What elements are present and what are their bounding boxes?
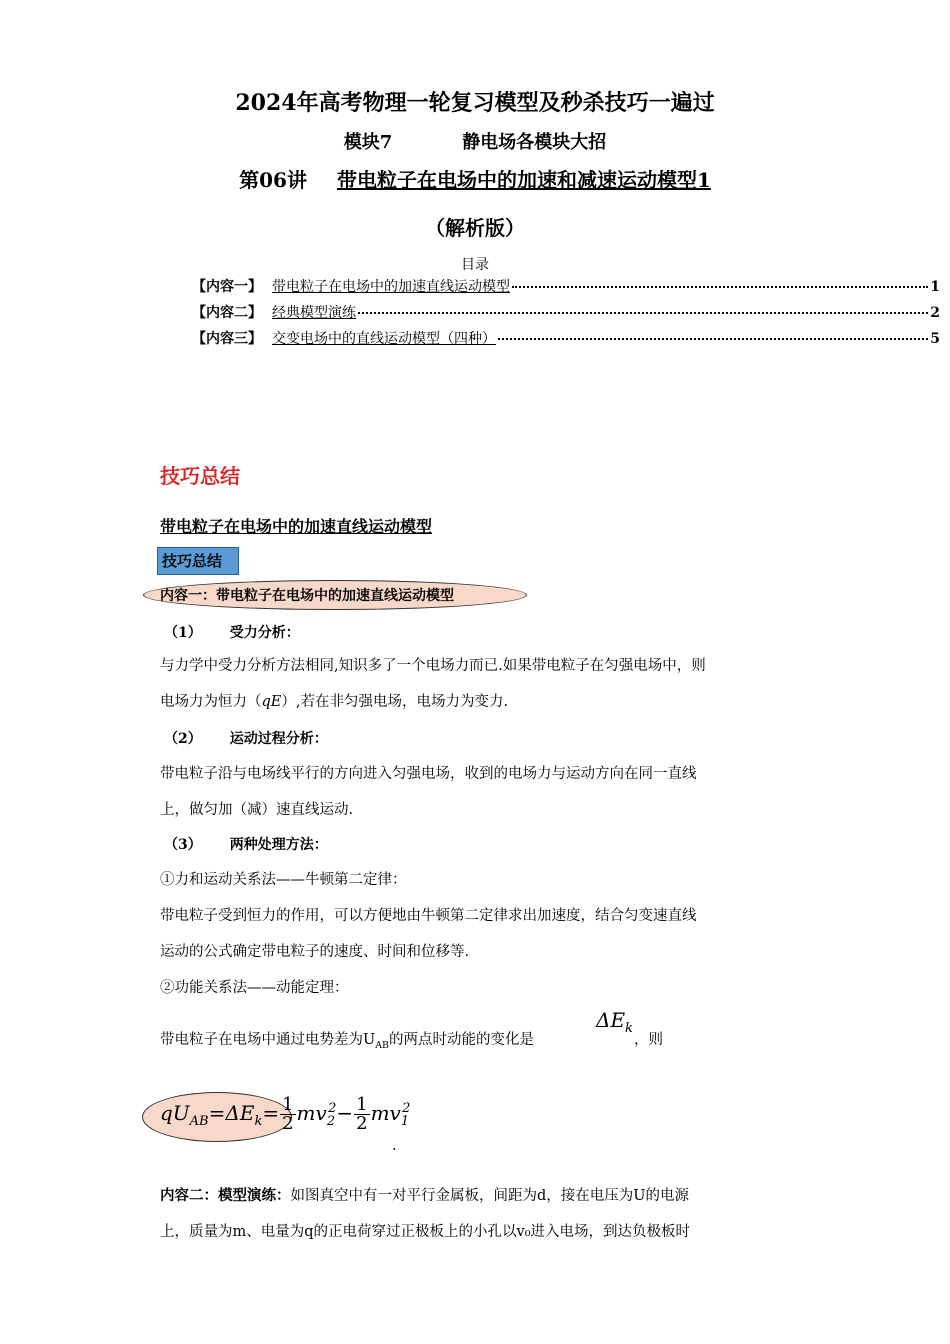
toc-title: 目录 xyxy=(461,257,489,273)
point2-title: 运动过程分析： xyxy=(229,731,328,747)
document-title: 2024年高考物理一轮复习模型及秒杀技巧一遍过 xyxy=(235,90,715,116)
toc-page: 2 xyxy=(930,305,940,321)
content2-label: 内容二：模型演练： xyxy=(160,1187,291,1204)
method1-heading: ①力和运动关系法——牛顿第二定律： xyxy=(160,872,407,888)
method1-line2: 运动的公式确定带电粒子的速度、时间和位移等. xyxy=(160,944,470,960)
lecture-name: 带电粒子在电场中的加速和减速运动模型1 xyxy=(336,168,711,192)
point2-line2: 上，做匀加（减）速直线运动. xyxy=(160,802,354,818)
toc-text[interactable]: 交变电场中的直线运动模型（四种） xyxy=(272,331,496,347)
delta-ek-symbol: $\Delta E_k$ xyxy=(596,1008,633,1036)
lecture-number: 第06讲 xyxy=(239,168,307,192)
toc-leader xyxy=(498,338,928,340)
point3-heading xyxy=(164,834,328,854)
lecture-title xyxy=(0,164,950,193)
edition-label: （解析版） xyxy=(425,216,525,240)
content1-heading: 内容一：带电粒子在电场中的加速直线运动模型 xyxy=(160,588,454,604)
toc-leader xyxy=(358,312,928,314)
toc-item-2[interactable] xyxy=(192,302,940,324)
section-title: 技巧总结 xyxy=(160,464,240,488)
point3-title: 两种处理方法： xyxy=(229,837,328,853)
point3-number: （3） xyxy=(164,837,202,853)
section-subtitle: 带电粒子在电场中的加速直线运动模型 xyxy=(160,517,433,536)
toc-item-1[interactable] xyxy=(192,276,940,298)
toc-page: 5 xyxy=(930,331,940,347)
toc-text[interactable]: 经典模型演练 xyxy=(272,305,356,321)
point1-number: （1） xyxy=(164,625,202,641)
point1-heading xyxy=(164,622,300,642)
point1-line1: 与力学中受力分析方法相同,知识多了一个电场力而已.如果带电粒子在匀强电场中，则 xyxy=(160,658,706,674)
module-title xyxy=(0,128,950,154)
toc-tag: 【内容一】 xyxy=(192,279,262,295)
content2-line2: 上，质量为m、电量为q的正电荷穿过正极板上的小孔以v₀进入电场，到达负极板时 xyxy=(160,1224,691,1240)
method2-line: 带电粒子在电场中通过电势差为$U_{AB}$的两点时动能的变化是 xyxy=(160,1032,534,1051)
point2-number: （2） xyxy=(164,731,202,747)
formula-period: . xyxy=(392,1138,397,1154)
content2-line1: 内容二：模型演练：如图真空中有一对平行金属板，间距为d，接在电压为U的电源 xyxy=(160,1187,689,1204)
summary-box-label: 技巧总结 xyxy=(157,547,239,575)
qE-symbol: qE xyxy=(261,694,282,710)
point1-title: 受力分析： xyxy=(229,625,300,641)
toc-tag: 【内容三】 xyxy=(192,331,262,347)
point2-heading xyxy=(164,728,328,748)
module-number: 模块7 xyxy=(343,132,393,153)
point2-line1: 带电粒子沿与电场线平行的方向进入匀强电场，收到的电场力与运动方向在同一直线 xyxy=(160,766,697,782)
method1-line1: 带电粒子受到恒力的作用，可以方便地由牛顿第二定律求出加速度，结合匀变速直线 xyxy=(160,908,697,924)
toc-leader xyxy=(512,286,928,288)
point1-line2: 电场力为恒力（qE）,若在非匀强电场，电场力为变力. xyxy=(160,694,509,710)
method2-line-end: ，则 xyxy=(634,1032,663,1048)
toc-page: 1 xyxy=(930,279,940,295)
toc-item-3[interactable] xyxy=(192,328,940,350)
module-name: 静电场各模块大招 xyxy=(462,132,607,153)
method2-heading: ②功能关系法——动能定理： xyxy=(160,980,349,996)
toc-tag: 【内容二】 xyxy=(192,305,262,321)
toc-text[interactable]: 带电粒子在电场中的加速直线运动模型 xyxy=(272,279,510,295)
energy-formula: $qU_{AB}=\Delta E_k=$ $\frac{1}{2}$ $mv_2^2-$ $\frac{1}{2}$ $mv_1^2$ xyxy=(160,1094,411,1134)
